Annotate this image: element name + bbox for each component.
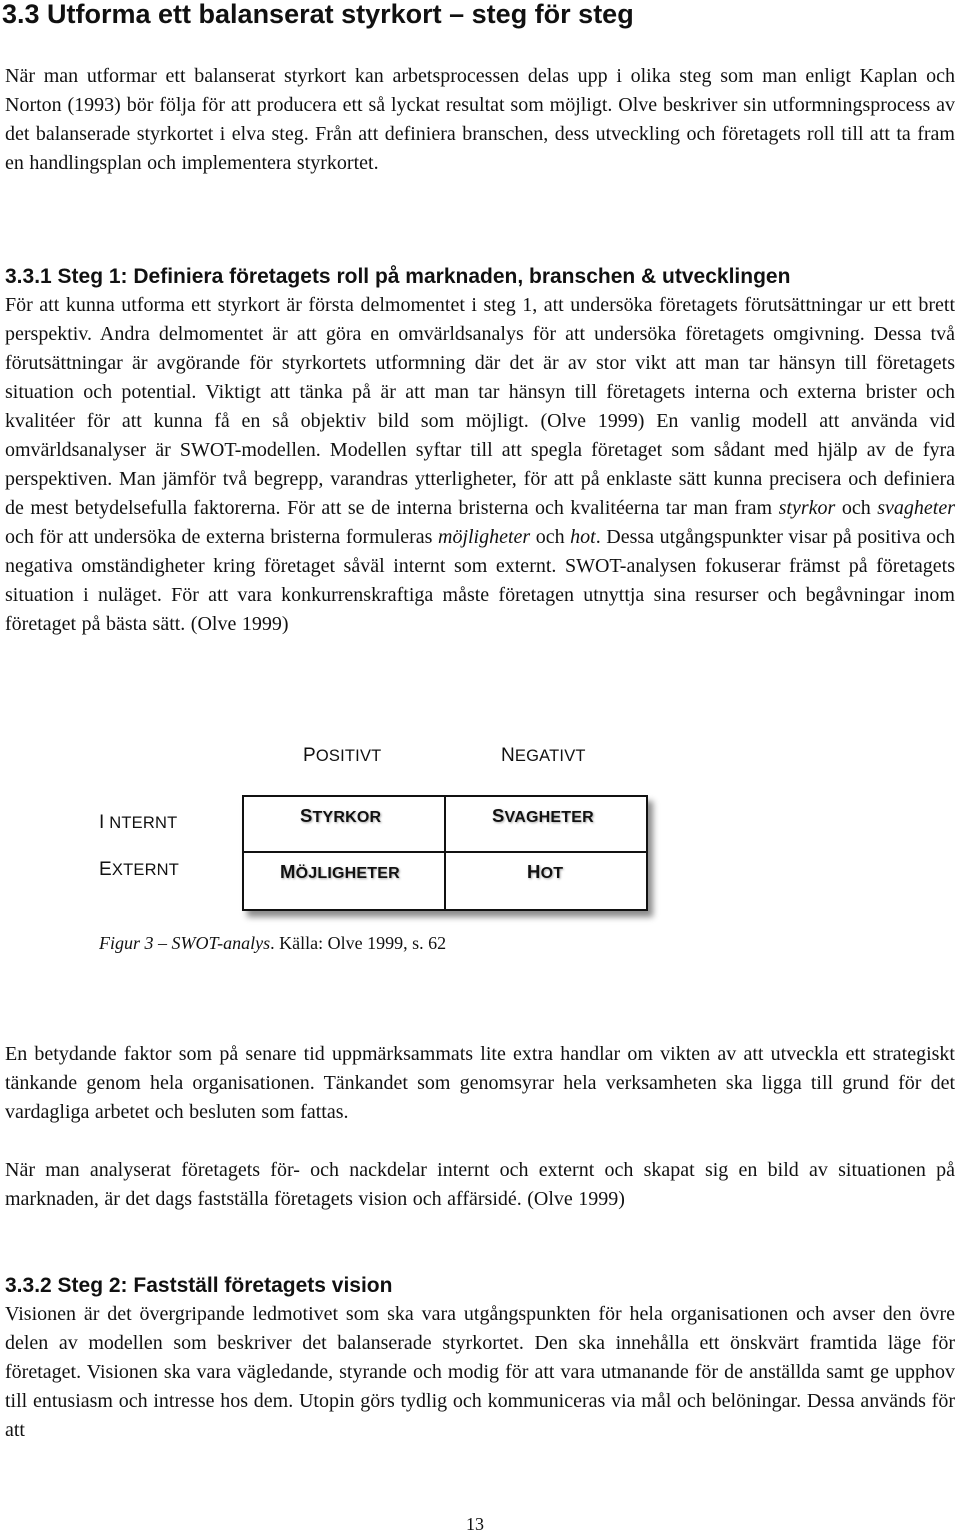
term-weaknesses: svagheter: [877, 497, 955, 519]
step1-text-a: För att kunna utforma ett styrkort är första delmomentet i steg 1, att undersöka företagets förutsättningar ur ett brett perspektiv. Andra delmomentet är att göra en omvärldsanalys för att undersöka företagets omgivning. Dessa två förutsättningar är avgörande för styrkortets utformning där det är av stor vikt att man tar hänsyn till företagets situation och potential. Viktigt att tänka på är att man tar hänsyn till företagets interna och externa brister och kvalitéer för att kunna få en så objektiv bild som möjligt. (Olve 1999) En vanlig modell att använda vid omvärldsanalyser är SWOT-modellen. Modellen syftar till att spegla företaget som sådant med hjälp av de fyra perspektiven. Man jämför två begrepp, varandras ytterligheter, för att på enklaste sätt kunna precisera och definiera de mest betydelsefulla faktorerna. För att se de interna bristerna och kvalitéerna tar man fram: [5, 294, 955, 519]
step1-text-b: och för att undersöka de externa bristerna formuleras: [5, 526, 438, 548]
term-strengths: styrkor: [778, 497, 836, 519]
figure-caption: [99, 933, 446, 953]
swot-divider-horizontal: [244, 851, 646, 853]
step1-heading: 3.3.1 Steg 1: Definiera företagets roll på marknaden, branschen & utvecklingen: [5, 265, 791, 288]
paragraph-strategic-thinking: En betydande faktor som på senare tid uppmärksammats lite extra handlar om vikten av att utveckla ett strategiskt tänkande genom hela organisationen. Tänkandet som genomsyrar hela verksamheten ska ligga till grund för det vardagliga arbetet och besluten som fattas.: [5, 1043, 955, 1123]
swot-row-external: EXTERNT: [99, 859, 180, 880]
term-threats: hot: [570, 526, 596, 548]
figure-caption-source: . Källa: Olve 1999, s. 62: [270, 933, 447, 953]
step2-paragraph: Visionen är det övergripande ledmotivet som ska vara utgångspunkten för hela organisationen och avser den övre delen av modellen som beskriver det balanserade styrkortet. Den ska innehålla ett önskvärt framtida läge för företaget. Visionen ska vara vägledande, styrande och modig för att vara utmanande för de anställda samt ge upphov till entusiasm och intresse hos dem. Utopin görs tydlig och kommuniceras via mål och belöningar. Dessa används för att: [5, 1303, 955, 1441]
swot-cell-weaknesses: SVAGHETER: [492, 805, 594, 826]
section-heading: 3.3 Utforma ett balanserat styrkort – steg för steg: [2, 0, 634, 29]
swot-col-positive: POSITIVT: [303, 745, 382, 766]
figure-caption-label: Figur 3 – SWOT-analys: [99, 933, 271, 953]
swot-cell-opportunities: MÖJLIGHETER: [280, 861, 400, 882]
swot-col-negative: NEGATIVT: [501, 745, 586, 766]
step1-text-and-1: och: [835, 497, 878, 519]
swot-row-internal: I NTERNT: [99, 812, 178, 833]
term-opportunities: möjligheter: [438, 526, 531, 548]
paragraph-vision-transition: När man analyserat företagets för- och nackdelar internt och externt och skapat sig en bild av situationen på marknaden, är det dags fastställa företagets vision och affärsidé. (Olve 1999): [5, 1159, 955, 1210]
step1-text-c: . Dessa utgångspunkter visar på positiva och negativa omständigheter kring företaget såväl internt som externt. SWOT-analysen fokuserar främst på företagets situation i nuläget. För att vara konkurrenskraftiga måste företagen utnyttja sina resurser och begåvningar inom företaget på bästa sätt. (Olve 1999): [5, 526, 955, 635]
intro-paragraph: När man utformar ett balanserat styrkort kan arbetsprocessen delas upp i olika steg som man enligt Kaplan och Norton (1993) bör följa för att producera ett så lyckat resultat som möjligt. Olve beskriver sin utformningsprocess av det balanserade styrkortet i elva steg. Från att definiera branschen, dess utveckling och företagets roll till att ta fram en handlingsplan och implementera styrkortet.: [5, 65, 955, 174]
page-number: 13: [466, 1514, 484, 1534]
step1-text-and-2: och: [530, 526, 571, 548]
step1-paragraph: [5, 291, 955, 639]
swot-cell-threats: HOT: [527, 861, 564, 882]
step2-heading: 3.3.2 Steg 2: Fastställ företagets vision: [5, 1274, 393, 1297]
swot-cell-strengths: STYRKOR: [300, 805, 382, 826]
swot-divider-vertical: [444, 797, 446, 909]
swot-grid: [242, 795, 648, 911]
